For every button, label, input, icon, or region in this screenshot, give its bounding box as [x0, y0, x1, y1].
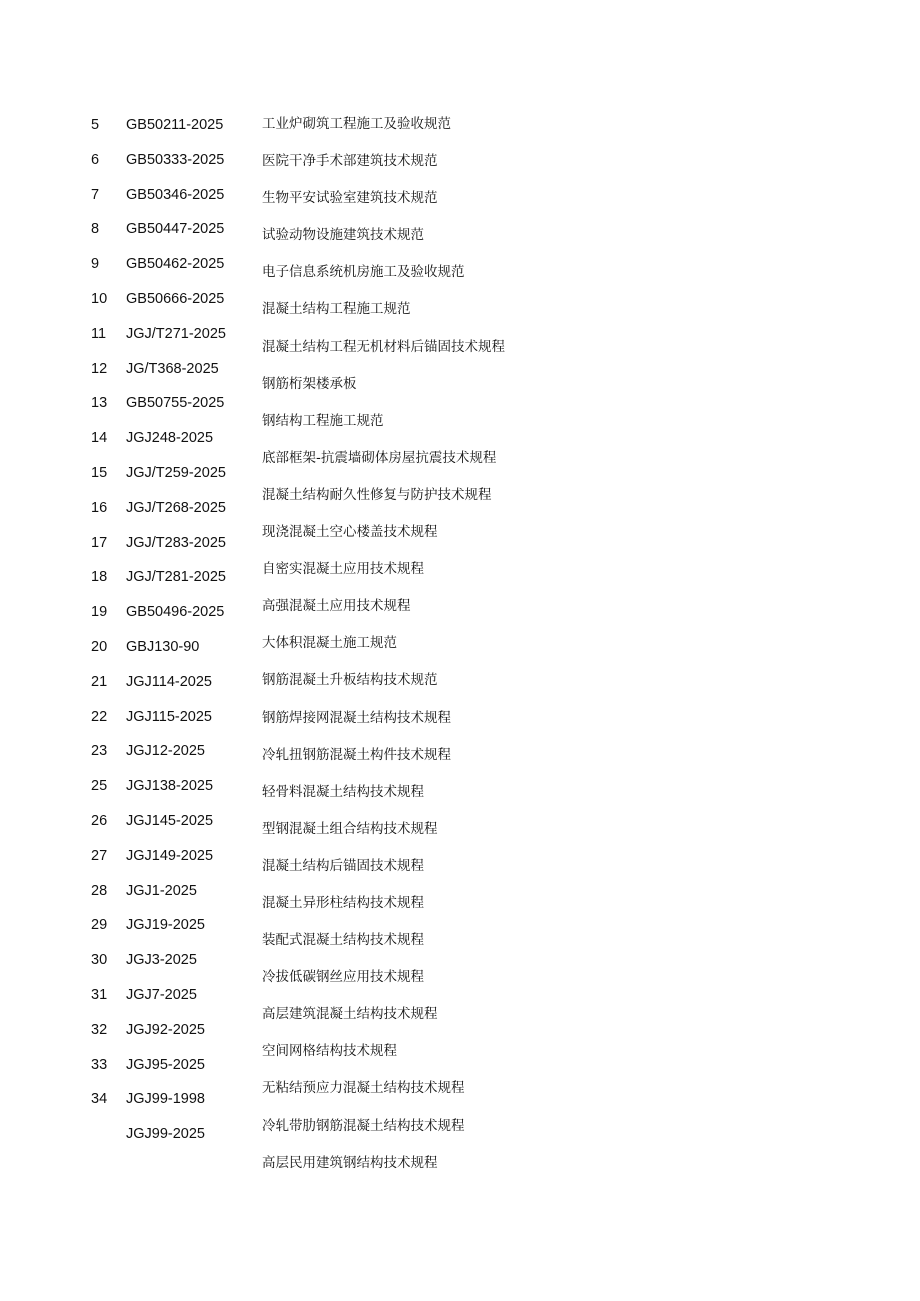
- standard-code: JGJ7-2025: [126, 986, 197, 1003]
- standard-code: GB50496-2025: [126, 604, 225, 621]
- standard-code: JGJ12-2025: [126, 743, 205, 760]
- standard-title: 轻骨料混凝土结构技术规程: [262, 783, 424, 800]
- standard-title: 钢筋桁架楼承板: [262, 375, 357, 392]
- standard-code: JGJ/T283-2025: [126, 534, 226, 551]
- row-number: 7: [91, 186, 100, 203]
- row-number: 29: [91, 917, 108, 934]
- standard-title: 混凝土结构工程施工规范: [262, 301, 411, 318]
- standard-title: 现浇混凝土空心楼盖技术规程: [262, 524, 438, 541]
- standard-title: 电子信息系统机房施工及验收规范: [262, 264, 465, 281]
- row-number: 19: [91, 604, 108, 621]
- standard-title: 钢结构工程施工规范: [262, 412, 384, 429]
- standard-code: GB50666-2025: [126, 290, 225, 307]
- standard-code: JGJ114-2025: [126, 673, 212, 690]
- standard-code: JGJ/T259-2025: [126, 464, 226, 481]
- title-column: [262, 114, 505, 1190]
- standard-code: JGJ99-2025: [126, 1126, 205, 1143]
- standard-code: JGJ/T268-2025: [126, 499, 226, 516]
- row-number: 25: [91, 778, 108, 795]
- row-number: 26: [91, 812, 108, 829]
- code-column: [126, 115, 226, 1159]
- standard-code: GB50346-2025: [126, 186, 225, 203]
- standard-title: 无粘结预应力混凝土结构技术规程: [262, 1080, 465, 1097]
- standard-title: 混凝土结构后锚固技术规程: [262, 857, 424, 874]
- row-number: 16: [91, 499, 108, 516]
- row-number: 6: [91, 151, 100, 168]
- standard-code: GB50462-2025: [126, 256, 225, 273]
- standard-title: 自密实混凝土应用技术规程: [262, 561, 424, 578]
- row-number: 13: [91, 395, 108, 412]
- row-number: 11: [91, 325, 107, 342]
- standard-title: 装配式混凝土结构技术规程: [262, 932, 424, 949]
- standard-title: 冷轧带肋钢筋混凝土结构技术规程: [262, 1117, 465, 1134]
- standard-code: JGJ115-2025: [126, 708, 212, 725]
- row-number: 32: [91, 1021, 108, 1038]
- standard-code: JG/T368-2025: [126, 360, 219, 377]
- number-column: [91, 115, 107, 1124]
- row-number: 10: [91, 290, 108, 307]
- standard-title: 冷拔低碳钢丝应用技术规程: [262, 969, 424, 986]
- standard-code: JGJ92-2025: [126, 1021, 205, 1038]
- standard-code: JGJ1-2025: [126, 882, 197, 899]
- row-number: 30: [91, 952, 108, 969]
- row-number: 34: [91, 1091, 108, 1108]
- standard-code: GB50333-2025: [126, 151, 225, 168]
- standard-title: 混凝土结构耐久性修复与防护技术规程: [262, 486, 492, 503]
- standard-code: GB50447-2025: [126, 221, 225, 238]
- standard-title: 钢筋焊接网混凝土结构技术规程: [262, 709, 451, 726]
- standard-title: 空间网格结构技术规程: [262, 1043, 397, 1060]
- row-number: 5: [91, 117, 100, 133]
- standard-code: JGJ/T281-2025: [126, 569, 226, 586]
- standard-title: 高层民用建筑钢结构技术规程: [262, 1154, 438, 1171]
- standard-title: 冷轧扭钢筋混凝土构件技术规程: [262, 746, 451, 763]
- standard-code: JGJ149-2025: [126, 847, 214, 864]
- row-number: 9: [91, 256, 100, 273]
- standard-code: JGJ248-2025: [126, 430, 214, 447]
- standard-title: 钢筋混凝土升板结构技术规范: [262, 672, 438, 689]
- standard-title: 医院干净手术部建筑技术规范: [262, 153, 438, 170]
- row-number: 18: [91, 569, 108, 586]
- standard-code: GB50211-2025: [126, 117, 224, 133]
- standard-title: 混凝土结构工程无机材料后锚固技术规程: [262, 338, 505, 355]
- row-number: 28: [91, 882, 108, 899]
- standard-title: 试验动物设施建筑技术规范: [262, 227, 424, 244]
- row-number: 27: [91, 847, 108, 864]
- standard-code: JGJ3-2025: [126, 952, 197, 969]
- row-number: 17: [91, 534, 108, 551]
- standard-code: GBJ130-90: [126, 638, 200, 655]
- standard-title: 混凝土异形柱结构技术规程: [262, 894, 424, 911]
- standard-title: 高层建筑混凝土结构技术规程: [262, 1006, 438, 1023]
- row-number: 23: [91, 743, 108, 760]
- standard-title: 高强混凝土应用技术规程: [262, 598, 411, 615]
- row-number: 33: [91, 1056, 108, 1073]
- row-number: 21: [91, 673, 108, 690]
- standard-title: 大体积混凝土施工规范: [262, 635, 397, 652]
- row-number: 12: [91, 360, 108, 377]
- row-number: 22: [91, 708, 108, 725]
- row-number: 8: [91, 221, 100, 238]
- standard-title: 工业炉砌筑工程施工及验收规范: [262, 116, 451, 132]
- standard-code: JGJ138-2025: [126, 778, 214, 795]
- standard-code: JGJ19-2025: [126, 917, 205, 934]
- row-number: 31: [91, 986, 108, 1003]
- standard-title: 底部框架-抗震墙砌体房屋抗震技术规程: [262, 449, 497, 466]
- row-number: 14: [91, 430, 108, 447]
- row-number: 15: [91, 464, 108, 481]
- row-number: 20: [91, 638, 108, 655]
- standard-code: JGJ145-2025: [126, 812, 214, 829]
- standard-title: 生物平安试验室建筑技术规范: [262, 190, 438, 207]
- standard-title: 型钢混凝土组合结构技术规程: [262, 820, 438, 837]
- standard-code: JGJ95-2025: [126, 1056, 205, 1073]
- standard-code: JGJ99-1998: [126, 1091, 205, 1108]
- standard-code: JGJ/T271-2025: [126, 325, 226, 342]
- standard-code: GB50755-2025: [126, 395, 225, 412]
